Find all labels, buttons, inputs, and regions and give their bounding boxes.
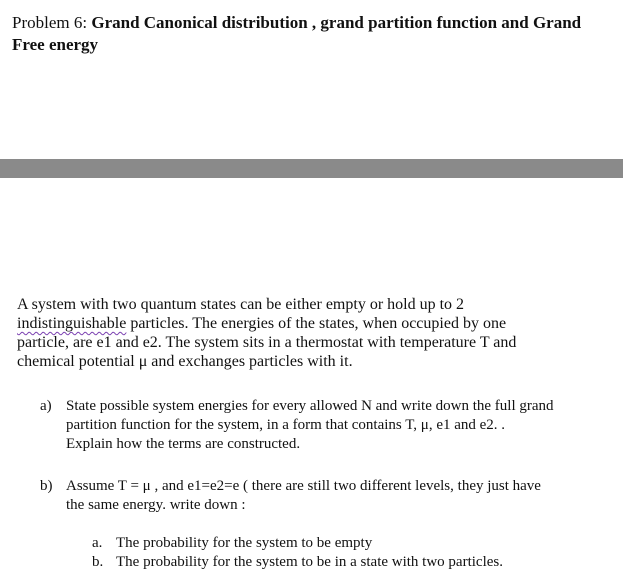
statement-line-2 [17,314,607,333]
sub-b-marker: b. [92,554,104,570]
spellcheck-word: indistinguishable [17,315,127,332]
question-b-body [66,477,541,515]
question-a-body [66,397,554,454]
question-a-line-1: State possible system energies for every allowed N and write down the full grand [66,398,554,414]
question-a-line-2: partition function for the system, in a form that contains T, μ, e1 and e2. . [66,417,506,433]
sub-a-marker: a. [92,535,103,551]
statement-line-2-rest: particles. The energies of the states, when occupied by one [126,315,507,332]
question-b-marker: b) [40,478,53,494]
question-a-marker: a) [40,398,52,414]
problem-title [12,12,612,56]
sub-b-text: The probability for the system to be in a state with two particles. [116,554,503,570]
problem-number: Problem 6: [12,13,92,32]
question-b-sub-b [92,553,503,572]
statement-line-1: A system with two quantum states can be either empty or hold up to 2 [17,296,465,313]
question-b-sub-a [92,534,372,553]
statement-line-4: chemical potential μ and exchanges particles with it. [17,353,353,370]
sub-a-text: The probability for the system to be empty [116,535,373,551]
section-divider [0,159,623,178]
question-a-line-3: Explain how the terms are constructed. [66,436,301,452]
problem-statement [17,295,607,371]
problem-title-line-2: Free energy [12,35,99,54]
problem-title-line-1: Grand Canonical distribution , grand partition function and Grand [91,13,582,32]
question-b-line-1: Assume T = μ , and e1=e2=e ( there are still two different levels, they just have [66,478,541,494]
question-b-line-2: the same energy. write down : [66,497,246,513]
statement-line-3: particle, are e1 and e2. The system sits in a thermostat with temperature T and [17,334,517,351]
